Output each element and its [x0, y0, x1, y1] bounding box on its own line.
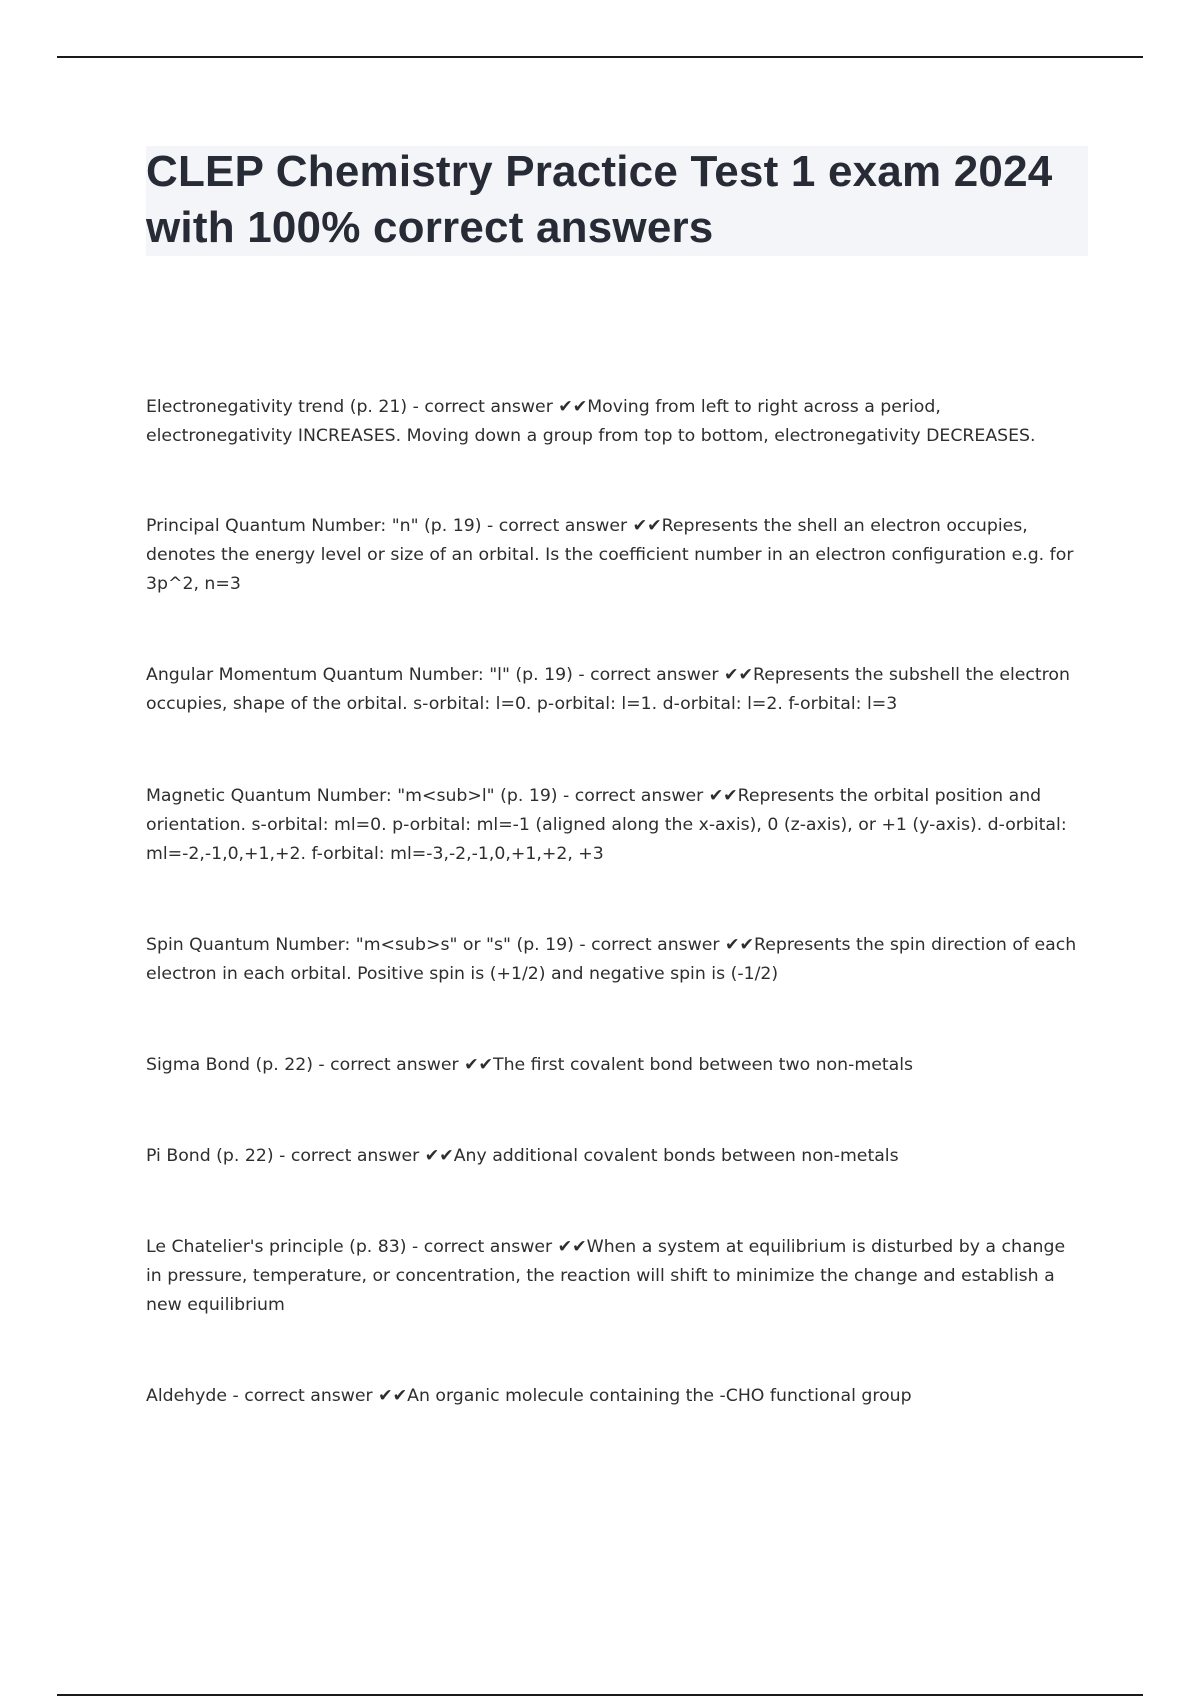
answer-text: Any additional covalent bonds between non-metals: [453, 1146, 899, 1166]
answer-text: An organic molecule containing the -CHO functional group: [407, 1386, 912, 1406]
answer-marker: - correct answer: [407, 397, 559, 417]
check-icon: ✔✔: [725, 935, 754, 955]
answer-marker: - correct answer: [227, 1386, 379, 1406]
qa-entry-magnetic-quantum: [146, 782, 1086, 869]
answer-text: Moving from left to right across a period, electronegativity INCREASES. Moving down a group from top to bottom, electronegativity DECREASES.: [146, 397, 1036, 446]
answer-marker: - correct answer: [481, 516, 633, 536]
question-text: Spin Quantum Number: "m<sub>s" or "s" (p. 19): [146, 935, 574, 955]
qa-entry-le-chatelier: [146, 1233, 1086, 1320]
question-text: Electronegativity trend (p. 21): [146, 397, 408, 417]
check-icon: ✔✔: [724, 665, 753, 685]
answer-text: When a system at equilibrium is disturbed by a change in pressure, temperature, or concentration, the reaction will shift to minimize the change and establish a new equilibrium: [146, 1237, 1066, 1315]
answer-text: Represents the spin direction of each electron in each orbital. Positive spin is (+1/2) and negative spin is (-1/2): [146, 935, 1077, 984]
answer-marker: - correct answer: [572, 665, 724, 685]
answer-marker: - correct answer: [312, 1055, 465, 1075]
check-icon: ✔✔: [378, 1386, 408, 1406]
answer-text: The first covalent bond between two non-metals: [493, 1055, 913, 1075]
page-title: CLEP Chemistry Practice Test 1 exam 2024 with 100% correct answers: [146, 147, 1053, 252]
qa-entry-angular-momentum: [146, 661, 1086, 719]
check-icon: ✔✔: [557, 1237, 587, 1257]
qa-entry-aldehyde: [146, 1382, 1086, 1411]
question-text: Sigma Bond (p. 22): [146, 1055, 313, 1075]
top-rule: [57, 56, 1143, 58]
answer-marker: - correct answer: [557, 786, 709, 806]
bottom-rule: [57, 1694, 1143, 1696]
answer-text: Represents the shell an electron occupies, denotes the energy level or size of an orbital. Is the coefficient number in an electron configuration e.g. for 3p^2, n=3: [146, 516, 1074, 594]
answer-marker: - correct answer: [406, 1237, 558, 1257]
question-text: Aldehyde: [146, 1386, 228, 1406]
check-icon: ✔✔: [424, 1146, 454, 1166]
check-icon: ✔✔: [558, 397, 588, 417]
check-icon: ✔✔: [464, 1055, 494, 1075]
answer-marker: - correct answer: [273, 1146, 425, 1166]
answer-text: Represents the subshell the electron occupies, shape of the orbital. s-orbital: l=0. p-orbital: l=1. d-orbital: l=2. f-orbital: l=3: [146, 665, 1070, 714]
question-text: Pi Bond (p. 22): [146, 1146, 274, 1166]
question-text: Le Chatelier's principle (p. 83): [146, 1237, 407, 1257]
qa-entry-principal-quantum: [146, 512, 1086, 599]
check-icon: ✔✔: [708, 786, 738, 806]
question-text: Magnetic Quantum Number: "m<sub>l" (p. 19): [146, 786, 558, 806]
question-text: Principal Quantum Number: "n" (p. 19): [146, 516, 482, 536]
qa-entry-spin-quantum: [146, 931, 1086, 989]
qa-entry-sigma-bond: [146, 1051, 1086, 1080]
answer-text: Represents the orbital position and orientation. s-orbital: ml=0. p-orbital: ml=-1 (aligned along the x-axis), 0 (z-axis), or +1 (y-axis). d-orbital: ml=-2,-1,0,+1,+2. f-orbital: ml=-3,-2,-1,0,+1,+2, +3: [146, 786, 1067, 864]
qa-entry-electronegativity: [146, 393, 1086, 451]
question-text: Angular Momentum Quantum Number: "l" (p. 19): [146, 665, 573, 685]
answer-marker: - correct answer: [573, 935, 726, 955]
check-icon: ✔✔: [632, 516, 662, 536]
qa-entry-pi-bond: [146, 1142, 1086, 1171]
